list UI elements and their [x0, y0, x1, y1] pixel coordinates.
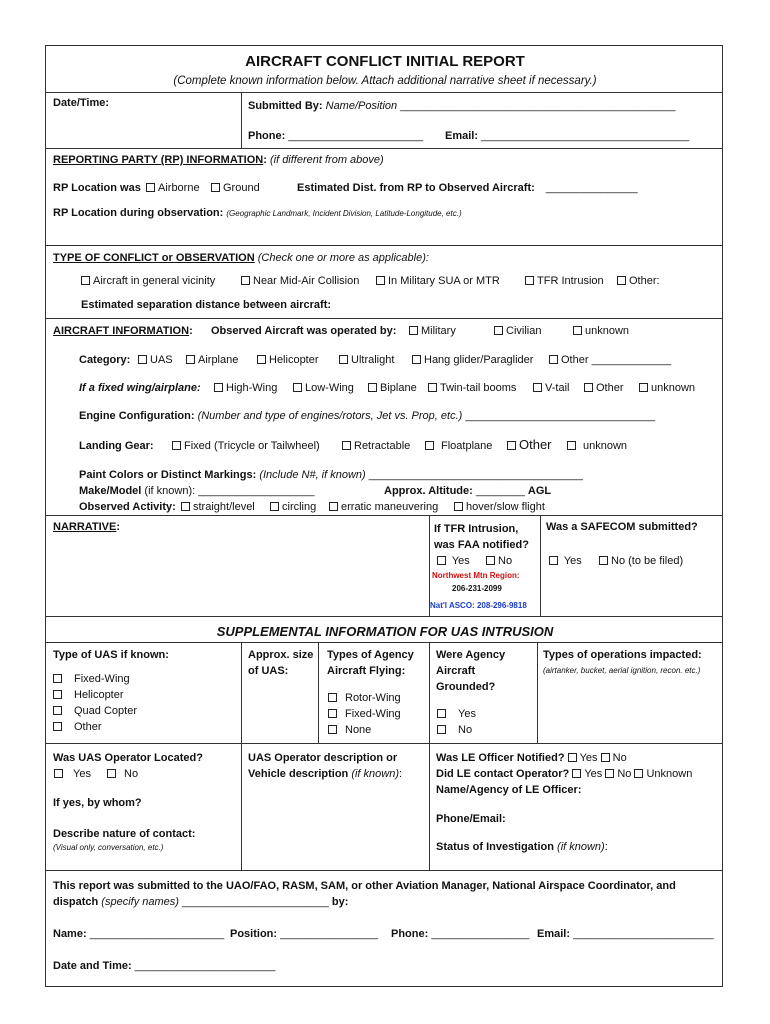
uas-size-label: Approx. size: [248, 649, 314, 661]
checkbox-icon[interactable]: [293, 383, 302, 392]
grounded-option[interactable]: [437, 724, 472, 737]
narrative-heading: [53, 521, 120, 534]
fixed-wing-option[interactable]: [368, 382, 417, 395]
landing-option[interactable]: [425, 440, 492, 453]
footer-name-field[interactable]: [53, 928, 224, 941]
checkbox-label: Aircraft in general vicinity: [93, 275, 216, 287]
vehicle-desc-title: Vehicle description: [248, 768, 349, 780]
vehicle-desc-note: (if known): [351, 768, 400, 780]
checkbox-icon[interactable]: [605, 769, 614, 778]
checkbox-label: Other: [596, 382, 624, 394]
checkbox-label: Near Mid-Air Collision: [253, 275, 360, 287]
submitted-by-hint: Name/Position: [325, 100, 398, 112]
rp-during-label: RP Location during observation:: [53, 207, 224, 219]
checkbox-label: No (to be filed): [611, 555, 684, 567]
checkbox-icon[interactable]: [573, 326, 582, 335]
footer-date-label: Date and Time:: [53, 960, 132, 972]
le-name-label: Name/Agency of LE Officer:: [436, 784, 582, 796]
footer-phone-field[interactable]: [391, 928, 529, 941]
checkbox-icon[interactable]: [486, 556, 495, 565]
contact-note: (Visual only, conversation, etc.): [53, 843, 164, 852]
agency-flying-option[interactable]: [328, 724, 371, 737]
checkbox-label: circling: [282, 501, 317, 513]
conflict-option[interactable]: [376, 275, 500, 288]
fixed-wing-label: [79, 382, 201, 395]
checkbox-label: Fixed-Wing: [74, 673, 130, 685]
checkbox-icon[interactable]: [599, 556, 608, 565]
fixed-wing-option[interactable]: [293, 382, 354, 395]
checkbox-label: Civilian: [506, 325, 542, 337]
operated-option[interactable]: [573, 325, 629, 338]
safecom-label: Was a SAFECOM submitted?: [546, 521, 698, 533]
activity-option[interactable]: [270, 501, 316, 514]
email-label: Email:: [445, 130, 479, 142]
checkbox-icon[interactable]: [494, 326, 503, 335]
reporting-party-note: (if different from above): [269, 154, 384, 166]
altitude-unit: AGL: [527, 485, 552, 497]
checkbox-label: Other: [519, 437, 552, 452]
checkbox-icon[interactable]: [328, 693, 337, 702]
conflict-option[interactable]: [617, 275, 660, 288]
checkbox-label: Retractable: [354, 440, 411, 452]
datetime-label: Date/Time:: [53, 97, 110, 109]
checkbox-icon[interactable]: [270, 502, 279, 511]
checkbox-icon[interactable]: [507, 441, 516, 450]
divider: [537, 642, 538, 743]
uas-type-option[interactable]: [53, 705, 137, 718]
uas-type-option[interactable]: [53, 689, 124, 702]
category-option[interactable]: [412, 354, 533, 367]
dispatch-label: dispatch: [53, 896, 99, 908]
divider: [241, 642, 242, 743]
region-label: Northwest Mtn Region:: [432, 571, 520, 580]
landing-option[interactable]: [342, 440, 410, 453]
safecom-yes-checkbox[interactable]: [549, 555, 582, 568]
checkbox-label: No: [498, 555, 513, 567]
divider: [45, 92, 723, 93]
checkbox-icon[interactable]: [437, 556, 446, 565]
checkbox-label: Low-Wing: [305, 382, 354, 394]
status-label: Status of Investigation: [436, 841, 554, 853]
agency-flying-option[interactable]: [328, 708, 401, 721]
uas-type-option[interactable]: [53, 721, 102, 734]
checkbox-label: Yes: [451, 555, 470, 567]
footer-email-field[interactable]: [537, 928, 714, 941]
checkbox-icon[interactable]: [339, 355, 348, 364]
operator-desc-label: UAS Operator description or: [248, 752, 398, 764]
checkbox-icon[interactable]: [425, 441, 434, 450]
checkbox-icon[interactable]: [567, 441, 576, 450]
checkbox-ground[interactable]: [211, 182, 260, 195]
region-phone: 206-231-2099: [452, 584, 502, 593]
checkbox-icon[interactable]: [81, 276, 90, 285]
footer-position-label: Position:: [230, 928, 278, 940]
checkbox-icon[interactable]: [376, 276, 385, 285]
divider: [45, 743, 723, 744]
aircraft-info-title: AIRCRAFT INFORMATION: [53, 325, 190, 337]
checkbox-label: Quad Copter: [74, 705, 137, 717]
heading-colon: :: [190, 410, 195, 422]
heading-colon: :: [189, 325, 193, 337]
paint-field[interactable]: [79, 469, 583, 482]
dispatch-by: by:: [331, 896, 349, 908]
status-note: (if known): [557, 841, 605, 853]
make-blank: ___________________: [198, 485, 315, 497]
checkbox-label: Hang glider/Paraglider: [424, 354, 534, 366]
reporting-party-title: REPORTING PARTY (RP) INFORMATION: [53, 154, 264, 166]
footer-position-field[interactable]: [230, 928, 378, 941]
activity-option[interactable]: [454, 501, 545, 514]
distance-blank: _______________: [545, 182, 638, 194]
footer-phone-label: Phone:: [391, 928, 429, 940]
checkbox-icon[interactable]: [186, 355, 195, 364]
phone-field[interactable]: [248, 130, 423, 143]
le-notified-field[interactable]: [436, 752, 627, 765]
heading-colon: :: [263, 154, 267, 166]
checkbox-icon[interactable]: [533, 383, 542, 392]
le-contact-label: Did LE contact Operator?: [436, 768, 570, 780]
operated-option[interactable]: [494, 325, 541, 338]
conflict-note: (Check one or more as applicable):: [257, 252, 429, 264]
checkbox-label: High-Wing: [226, 382, 278, 394]
aircraft-info-heading: [53, 325, 193, 338]
uas-type-option[interactable]: [53, 673, 130, 686]
checkbox-icon[interactable]: [454, 502, 463, 511]
checkbox-icon[interactable]: [146, 183, 155, 192]
phone-blank: ______________________: [288, 130, 423, 142]
checkbox-label: straight/level: [193, 501, 255, 513]
footer-email-label: Email:: [537, 928, 571, 940]
asco-phone: Nat'l ASCO: 208-296-9818: [430, 601, 527, 610]
checkbox-icon[interactable]: [53, 722, 62, 731]
altitude-label: Approx. Altitude:: [384, 485, 473, 497]
vehicle-desc-label: [248, 768, 402, 781]
checkbox-label: Biplane: [380, 382, 417, 394]
checkbox-label: Fixed-Wing: [345, 708, 401, 720]
checkbox-label: Other: [74, 721, 102, 733]
checkbox-label: No: [458, 724, 473, 736]
divider: [45, 148, 723, 149]
fixed-wing-option[interactable]: [428, 382, 516, 395]
form-title: AIRCRAFT CONFLICT INITIAL REPORT: [245, 53, 525, 70]
submitted-by-field[interactable]: [248, 100, 676, 113]
make-model-field[interactable]: [79, 485, 314, 498]
operator-located-label: Was UAS Operator Located?: [53, 752, 203, 764]
submitted-by-label: Submitted By:: [248, 100, 323, 112]
rp-during-field[interactable]: [53, 207, 462, 220]
rp-during-note: (Geographic Landmark, Incident Division, Latitude-Longitude, etc.): [226, 209, 462, 218]
checkbox-icon[interactable]: [257, 355, 266, 364]
footer-name-blank: ______________________: [89, 928, 225, 940]
fixed-wing-title: If a fixed wing/airplane: [79, 382, 197, 394]
divider: [45, 318, 723, 319]
divider: [45, 245, 723, 246]
category-other-blank: _____________: [591, 354, 672, 366]
make-note: (if known):: [144, 485, 196, 497]
checkbox-label: Fixed (Tricycle or Tailwheel): [184, 440, 320, 452]
engine-note: (Number and type of engines/rotors, Jet vs. Prop, etc.): [197, 410, 463, 422]
checkbox-label: Other:: [629, 275, 660, 287]
uas-type-label: Type of UAS if known:: [53, 649, 169, 661]
agency-flying-label: Aircraft Flying:: [327, 665, 406, 677]
engine-blank: _______________________________: [465, 410, 656, 422]
checkbox-icon[interactable]: [428, 383, 437, 392]
operator-no-checkbox[interactable]: [107, 768, 138, 781]
altitude-field[interactable]: [384, 485, 551, 498]
divider: [45, 870, 723, 871]
fixed-wing-option[interactable]: [639, 382, 695, 395]
category-option[interactable]: [138, 354, 173, 367]
dispatch-note: (specify names): [101, 896, 179, 908]
distance-label: Estimated Dist. from RP to Observed Aircraft:: [297, 182, 535, 194]
investigation-status: [436, 841, 608, 854]
checkbox-label: Military: [421, 325, 456, 337]
checkbox-icon[interactable]: [54, 769, 63, 778]
conflict-heading: [53, 252, 429, 265]
checkbox-icon[interactable]: [437, 709, 446, 718]
checkbox-icon[interactable]: [568, 753, 577, 762]
uas-size-label: of UAS:: [248, 665, 289, 677]
email-field[interactable]: [445, 130, 689, 143]
checkbox-label: Helicopter: [269, 354, 319, 366]
checkbox-label: Ground: [223, 182, 260, 194]
checkbox-icon[interactable]: [214, 383, 223, 392]
checkbox-label: V-tail: [545, 382, 570, 394]
checkbox-icon[interactable]: [181, 502, 190, 511]
fixed-wing-option[interactable]: [533, 382, 569, 395]
grounded-label: Grounded?: [436, 681, 496, 693]
checkbox-icon[interactable]: [53, 706, 62, 715]
checkbox-label: UAS: [150, 354, 173, 366]
checkbox-icon[interactable]: [634, 769, 643, 778]
grounded-option[interactable]: [437, 708, 476, 721]
landing-option[interactable]: [567, 440, 627, 453]
fixed-wing-option[interactable]: [214, 382, 277, 395]
checkbox-icon[interactable]: [342, 441, 351, 450]
checkbox-icon[interactable]: [549, 556, 558, 565]
divider: [45, 642, 723, 643]
checkbox-label: Other: [561, 354, 589, 366]
checkbox-label: Rotor-Wing: [345, 692, 401, 704]
tfr-question: was FAA notified?: [434, 539, 529, 551]
submitted-by-blank: _____________________________________________: [400, 100, 676, 112]
checkbox-icon[interactable]: [572, 769, 581, 778]
grounded-label: Aircraft: [436, 665, 476, 677]
checkbox-label: Yes: [579, 752, 598, 764]
checkbox-label: In Military SUA or MTR: [388, 275, 500, 287]
heading-colon: :: [116, 521, 121, 533]
checkbox-icon[interactable]: [211, 183, 220, 192]
le-notified-label: Was LE Officer Notified?: [436, 752, 565, 764]
operated-option[interactable]: [409, 325, 456, 338]
checkbox-label: unknown: [583, 440, 628, 452]
divider: [241, 743, 242, 870]
landing-option[interactable]: [172, 440, 320, 453]
category-option[interactable]: [257, 354, 319, 367]
checkbox-label: Floatplane: [441, 440, 493, 452]
checkbox-icon[interactable]: [328, 709, 337, 718]
category-label: Category:: [79, 354, 131, 366]
checkbox-icon[interactable]: [617, 276, 626, 285]
heading-colon: :: [196, 382, 201, 394]
separation-label: Estimated separation distance between aircraft:: [81, 299, 332, 311]
checkbox-label: Helicopter: [74, 689, 124, 701]
faa-yes-checkbox[interactable]: [437, 555, 470, 568]
checkbox-label: hover/slow flight: [466, 501, 545, 513]
footer-phone-blank: ________________: [431, 928, 530, 940]
narrative-title: NARRATIVE: [53, 521, 117, 533]
divider: [45, 515, 723, 516]
engine-field[interactable]: [79, 410, 655, 423]
make-label: Make/Model: [79, 485, 142, 497]
distance-field[interactable]: [297, 182, 638, 195]
heading-colon: :: [399, 768, 403, 780]
checkbox-label: TFR Intrusion: [537, 275, 604, 287]
checkbox-icon[interactable]: [639, 383, 648, 392]
checkbox-icon[interactable]: [241, 276, 250, 285]
checkbox-label: No: [617, 768, 632, 780]
checkbox-label: erratic maneuvering: [341, 501, 439, 513]
rp-location-label: RP Location was: [53, 182, 141, 194]
conflict-option[interactable]: [81, 275, 215, 288]
category-option[interactable]: [549, 354, 671, 367]
checkbox-label: Yes: [584, 768, 603, 780]
checkbox-label: Yes: [73, 768, 91, 780]
checkbox-icon[interactable]: [409, 326, 418, 335]
altitude-blank: ________: [475, 485, 525, 497]
divider: [241, 92, 242, 148]
checkbox-icon[interactable]: [329, 502, 338, 511]
checkbox-label: Unknown: [646, 768, 693, 780]
form-subtitle: (Complete known information below. Attach additional narrative sheet if necessary.): [173, 75, 597, 87]
operator-yes-checkbox[interactable]: [54, 768, 91, 781]
phone-label: Phone:: [248, 130, 286, 142]
le-contact-field[interactable]: [436, 768, 692, 781]
activity-label: Observed Activity:: [79, 501, 176, 513]
checkbox-icon[interactable]: [412, 355, 421, 364]
checkbox-icon[interactable]: [525, 276, 534, 285]
uas-heading: SUPPLEMENTAL INFORMATION FOR UAS INTRUSION: [216, 624, 554, 639]
checkbox-label: None: [345, 724, 372, 736]
footer-date-field[interactable]: [53, 960, 275, 973]
checkbox-label: Airborne: [158, 182, 200, 194]
footer-email-blank: _______________________: [573, 928, 714, 940]
paint-blank: ___________________________________: [368, 469, 583, 481]
checkbox-label: unknown: [585, 325, 630, 337]
checkbox-airborne[interactable]: [146, 182, 200, 195]
checkbox-label: No: [612, 752, 627, 764]
checkbox-label: No: [124, 768, 139, 780]
tfr-question: If TFR Intrusion,: [434, 523, 519, 535]
checkbox-label: Yes: [458, 708, 476, 720]
fixed-wing-option[interactable]: [584, 382, 624, 395]
dispatch-field[interactable]: [53, 896, 348, 909]
conflict-option[interactable]: [241, 275, 359, 288]
conflict-option[interactable]: [525, 275, 604, 288]
engine-label: Engine Configuration: [79, 410, 191, 422]
checkbox-icon[interactable]: [368, 383, 377, 392]
divider: [429, 743, 430, 870]
checkbox-label: Airplane: [198, 354, 239, 366]
divider: [429, 642, 430, 743]
activity-option[interactable]: [329, 501, 438, 514]
faa-no-checkbox[interactable]: [486, 555, 512, 568]
checkbox-icon[interactable]: [437, 725, 446, 734]
dispatch-blank: ________________________: [182, 896, 329, 908]
divider: [45, 616, 723, 617]
paint-note: (Include N#, if known): [259, 469, 366, 481]
divider: [318, 642, 319, 743]
heading-colon: :: [604, 841, 608, 853]
landing-gear-label: Landing Gear:: [79, 440, 154, 452]
safecom-no-checkbox[interactable]: [599, 555, 683, 568]
operated-by-label: Observed Aircraft was operated by:: [211, 325, 397, 337]
paint-label: Paint Colors or Distinct Markings:: [79, 469, 257, 481]
checkbox-icon[interactable]: [584, 383, 593, 392]
contact-label: Describe nature of contact:: [53, 828, 196, 840]
agency-flying-option[interactable]: [328, 692, 401, 705]
checkbox-label: Ultralight: [351, 354, 395, 366]
submitted-statement: This report was submitted to the UAO/FAO, RASM, SAM, or other Aviation Manager, National Airspace Coordinator, and: [53, 880, 676, 892]
checkbox-icon[interactable]: [328, 725, 337, 734]
footer-name-label: Name:: [53, 928, 87, 940]
le-phone-label: Phone/Email:: [436, 813, 506, 825]
if-yes-label: If yes, by whom?: [53, 797, 142, 809]
checkbox-icon[interactable]: [53, 690, 62, 699]
footer-position-blank: ________________: [280, 928, 379, 940]
checkbox-label: Twin-tail booms: [440, 382, 517, 394]
operations-label: Types of operations impacted:: [543, 649, 702, 661]
activity-option[interactable]: [181, 501, 255, 514]
email-blank: __________________________________: [481, 130, 690, 142]
category-option[interactable]: [186, 354, 238, 367]
grounded-label: Were Agency: [436, 649, 506, 661]
operations-note: (airtanker, bucket, aerial ignition, recon. etc.): [543, 666, 701, 675]
checkbox-icon[interactable]: [107, 769, 116, 778]
checkbox-icon[interactable]: [53, 674, 62, 683]
landing-option[interactable]: [507, 438, 552, 453]
checkbox-icon[interactable]: [601, 753, 610, 762]
checkbox-label: unknown: [651, 382, 696, 394]
conflict-title: TYPE OF CONFLICT or OBSERVATION: [53, 252, 255, 264]
checkbox-label: Yes: [563, 555, 582, 567]
divider: [540, 515, 541, 616]
checkbox-icon[interactable]: [138, 355, 147, 364]
footer-date-blank: _______________________: [134, 960, 276, 972]
checkbox-icon[interactable]: [549, 355, 558, 364]
reporting-party-heading: [53, 154, 384, 167]
checkbox-icon[interactable]: [172, 441, 181, 450]
agency-flying-label: Types of Agency: [327, 649, 414, 661]
category-option[interactable]: [339, 354, 394, 367]
